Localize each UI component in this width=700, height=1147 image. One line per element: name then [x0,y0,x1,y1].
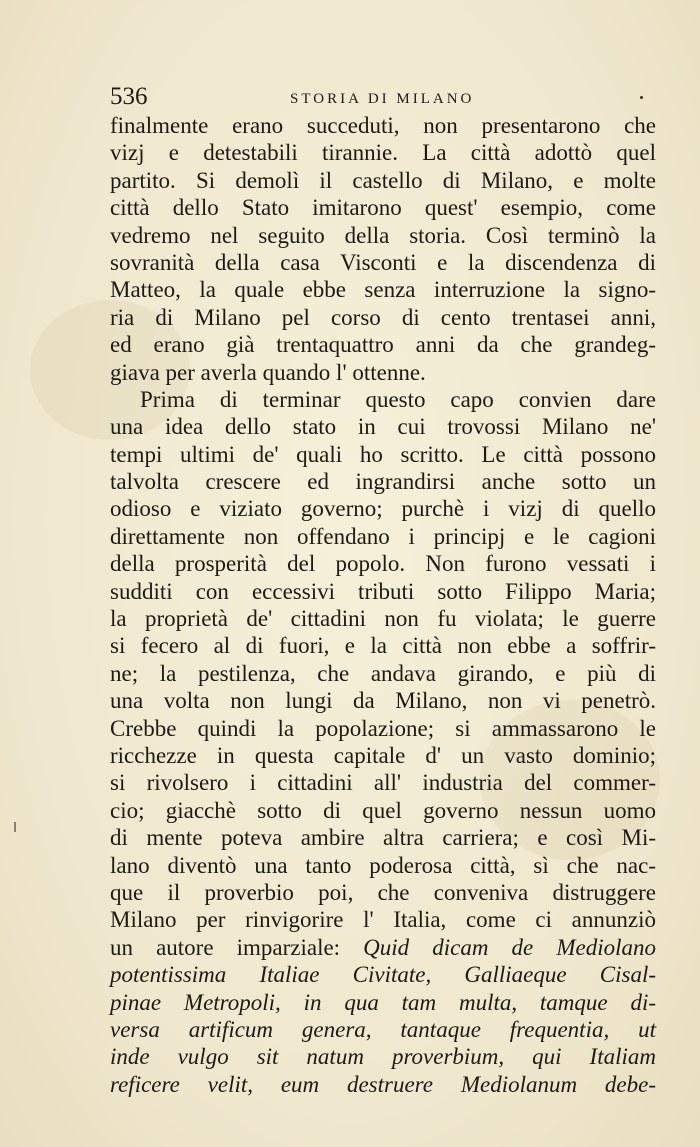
latin-quotation: inde vulgo sit natum proverbium, qui Italiam [110,1044,656,1070]
margin-mark [14,822,16,832]
text-line: direttamente non offendano i principj e le cagioni [110,523,656,549]
text-line: cio; giacchè sotto di quel governo nessun uomo [110,797,656,823]
text-line: tempi ultimi de' quali ho scritto. Le città possono [110,441,656,467]
header-dot-mark [640,96,643,99]
text-line: finalmente erano succeduti, non presentarono che [110,113,656,138]
text-line: di mente poteva ambire altra carriera; e così Mi- [110,825,656,851]
text-line: que il proverbio poi, che conveniva distruggere [110,879,656,905]
text-line: la proprietà de' cittadini non fu violata; le guerre [110,606,656,632]
text-line: della prosperità del popolo. Non furono vessati i [110,551,656,577]
latin-quotation-line [110,961,656,988]
running-head [110,84,656,110]
text-line: partito. Si demolì il castello di Milano, e molte [110,167,656,193]
text-line: si rivolsero i cittadini all' industria del commer- [110,770,656,796]
text-line: Prima di terminar questo capo convien dare [140,386,656,412]
text-line-with-quote [110,934,656,961]
latin-quotation: pinae Metropoli, in qua tam multa, tamque di- [110,989,656,1015]
text-line: città dello Stato imitarono quest' esempio, come [110,195,656,221]
text-line: si fecero al di fuori, e la città non ebbe a soffrir- [110,633,656,659]
latin-quotation: versa artificum genera, tantaque frequentia, ut [110,1016,656,1042]
text-line: Milano per rinvigorire l' Italia, come ci annunziò [110,907,656,933]
text-line: una idea dello stato in cui trovossi Milano ne' [110,414,656,440]
text-line: vedremo nel seguito della storia. Così terminò la [110,222,656,248]
latin-quotation-line [110,1016,656,1043]
latin-quotation-line [110,1043,656,1070]
text-line: ne; la pestilenza, che andava girando, e più di [110,660,656,686]
latin-quotation: reficere velit, eum destruere Mediolanum debe- [110,1071,656,1097]
text-line: Crebbe quindi la popolazione; si ammassarono le [110,715,656,741]
text-line: ria di Milano pel corso di cento trentasei anni, [110,304,656,330]
text-segment: un autore imparziale: [110,934,341,960]
text-line: vizj e detestabili tirannie. La città adottò quel [110,140,656,166]
paragraph-2 [110,386,656,1098]
text-line: Matteo, la quale ebbe senza interruzione la signo- [110,277,656,303]
text-line: ricchezze in questa capitale d' un vasto dominio; [110,742,656,768]
body-text [110,112,656,1098]
paragraph-1 [110,112,656,386]
text-line: giava per averla quando l' ottenne. [110,359,426,385]
text-line: talvolta crescere ed ingrandirsi anche sotto un [110,469,656,495]
text-line: una volta non lungi da Milano, non vi penetrò. [110,688,656,714]
text-line: odioso e viziato governo; purchè i vizj di quello [110,496,656,522]
text-line: ed erano già trentaquattro anni da che grandeg- [110,332,656,358]
latin-quotation-line [110,989,656,1016]
page-number: 536 [110,83,148,110]
text-line: sovranità della casa Visconti e la discendenza di [110,249,656,275]
latin-quotation: Quid dicam de Mediolano [363,934,656,960]
running-title: STORIA DI MILANO [290,91,475,107]
latin-quotation: potentissima Italiae Civitate, Galliaeque Cisal- [110,962,656,988]
text-line: sudditi con eccessivi tributi sotto Filippo Maria; [110,578,656,604]
latin-quotation-line [110,1071,656,1098]
text-line: lano diventò una tanto poderosa città, sì che nac- [110,852,656,878]
